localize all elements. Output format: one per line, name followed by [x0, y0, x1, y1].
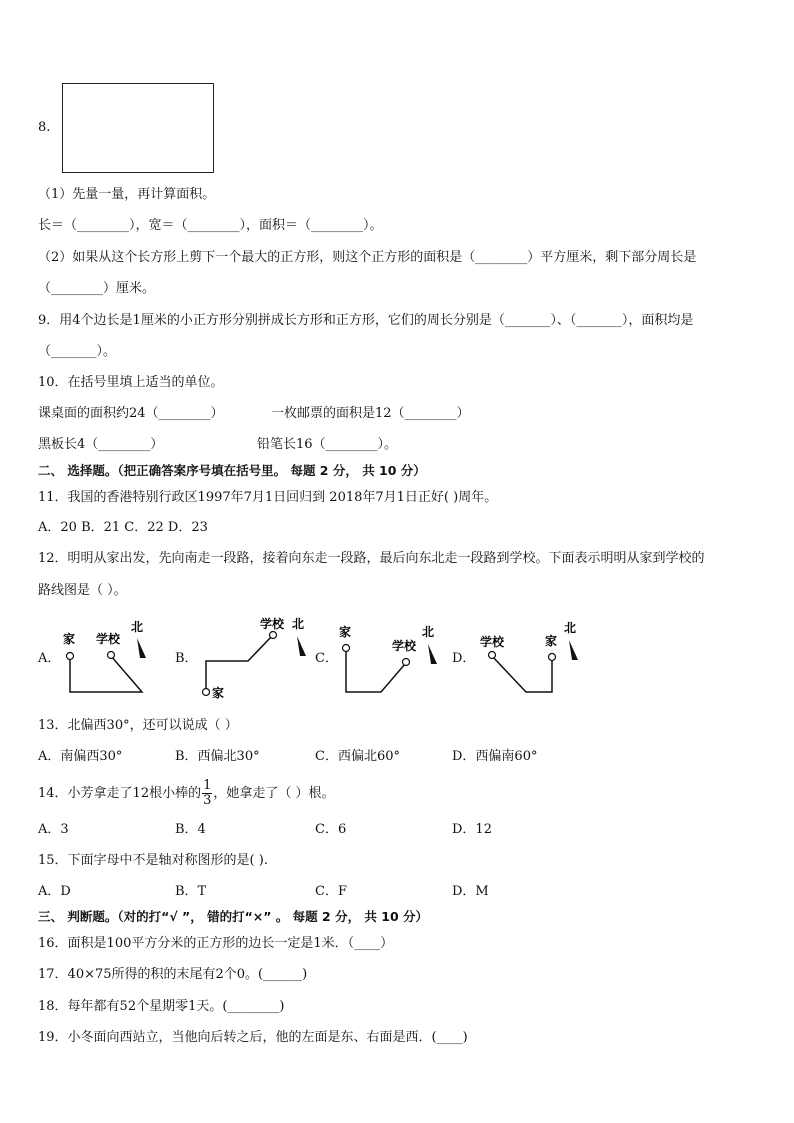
home-label: 家: [63, 632, 76, 646]
school-label: 学校: [260, 617, 285, 631]
q15-stem: 15．下面字母中不是轴对称图形的是( ).: [38, 853, 268, 868]
q12-option-d-label: D．: [452, 651, 476, 666]
q12-option-b-label: B．: [175, 651, 198, 666]
q14-stem-pre: 14．小芳拿走了12根小棒的: [38, 786, 202, 801]
q15-option-a: A．D: [38, 884, 71, 899]
north-arrow-icon: [137, 638, 146, 658]
q12-option-c-diagram: [333, 612, 448, 702]
q10-item1: 课桌面的面积约24（________）: [38, 406, 224, 421]
q14-stem-post: ，她拿走了（ ）根。: [213, 786, 335, 801]
school-label: 学校: [480, 635, 505, 649]
q8-part2: （2）如果从这个长方形上剪下一个最大的正方形，则这个正方形的面积是（________）平方厘米，剩下部分周长是: [38, 250, 697, 265]
q13-option-c: C．西偏北60°: [315, 749, 400, 764]
q13-option-a: A．南偏西30°: [38, 749, 123, 764]
q10-stem: 10．在括号里填上适当的单位。: [38, 375, 224, 390]
q13-option-d: D．西偏南60°: [452, 749, 538, 764]
north-label: 北: [564, 621, 577, 635]
q15-option-b: B．T: [175, 884, 207, 899]
school-label: 学校: [96, 632, 121, 646]
north-arrow-icon: [297, 636, 306, 656]
q12-stem-cont: 路线图是（ ）。: [38, 583, 127, 598]
q15-option-d: D．M: [452, 884, 489, 899]
q14-stem: [38, 779, 335, 809]
q12-option-d-diagram: [470, 612, 585, 702]
q13-stem: 13．北偏西30°，还可以说成（ ）: [38, 718, 238, 733]
q14-fraction-numerator: 1: [203, 778, 212, 793]
q12-option-b-diagram: [196, 612, 311, 702]
north-label: 北: [292, 617, 305, 631]
q12-option-a-diagram: [58, 612, 158, 702]
q11-options: A．20 B．21 C．22 D．23: [38, 520, 208, 535]
q10-item2: 一枚邮票的面积是12（________）: [271, 406, 470, 421]
q19-stem: 19．小冬面向西站立，当他向后转之后，他的左面是东、右面是西．(____): [38, 1030, 468, 1045]
q9-stem: 9．用4个边长是1厘米的小正方形分别拼成长方形和正方形，它们的周长分别是（_______）、（_______），面积均是: [38, 313, 694, 328]
q12-option-a-label: A．: [38, 651, 61, 666]
north-label: 北: [131, 620, 144, 634]
q15-option-c: C．F: [315, 884, 347, 899]
q9-stem-cont: （_______）。: [38, 344, 117, 359]
q11-stem: 11．我国的香港特别行政区1997年7月1日回归到 2018年7月1日正好( )周年。: [38, 490, 498, 505]
north-arrow-icon: [569, 640, 578, 660]
q18-stem: 18．每年都有52个星期零1天。(________): [38, 999, 285, 1014]
q14-option-d: D．12: [452, 822, 492, 837]
q13-option-b: B．西偏北30°: [175, 749, 260, 764]
q12-stem: 12．明明从家出发，先向南走一段路，接着向东走一段路，最后向东北走一段路到学校。下面表示明明从家到学校的: [38, 551, 705, 566]
q14-option-a: A．3: [38, 822, 69, 837]
q8-rectangle: [62, 83, 214, 173]
home-label: 家: [545, 634, 558, 648]
home-label: 家: [212, 686, 225, 700]
q14-option-c: C．6: [315, 822, 347, 837]
section3-heading: 三、 判断题。（对的打“√ ”， 错的打“×” 。 每题 2 分， 共 10 分）: [38, 909, 429, 924]
home-label: 家: [339, 625, 352, 639]
q14-fraction-denominator: 3: [203, 793, 212, 808]
q16-stem: 16．面积是100平方分米的正方形的边长一定是1米．（____）: [38, 936, 394, 951]
north-arrow-icon: [428, 644, 437, 664]
q17-stem: 17．40×75所得的积的末尾有2个0。(______): [38, 967, 308, 982]
q12-option-c-label: C．: [315, 651, 338, 666]
q10-item3: 黑板长4（________）: [38, 437, 164, 452]
north-label: 北: [422, 625, 435, 639]
q8-part2-cont: （________）厘米。: [38, 281, 156, 296]
q8-part1-fill: 长＝（________），宽＝（________），面积＝（________）。: [38, 218, 383, 233]
q14-fraction: [202, 779, 212, 808]
q8-part1: （1）先量一量，再计算面积。: [38, 187, 216, 202]
q8-number: 8.: [38, 120, 51, 135]
q10-item4: 铅笔长16（________）。: [257, 437, 398, 452]
school-label: 学校: [392, 639, 417, 653]
section2-heading: 二、 选择题。（把正确答案序号填在括号里。 每题 2 分， 共 10 分）: [38, 463, 426, 478]
q14-option-b: B．4: [175, 822, 206, 837]
